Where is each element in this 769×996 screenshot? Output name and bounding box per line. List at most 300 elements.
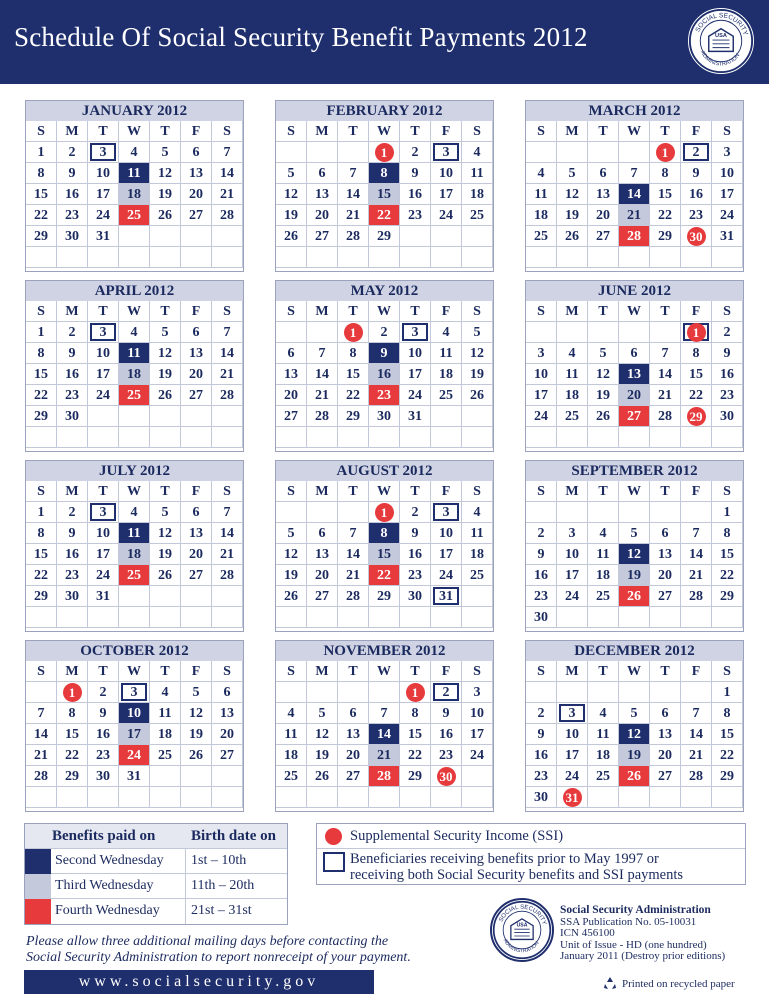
day-cell: 13	[650, 724, 681, 745]
empty-day-cell	[88, 787, 119, 808]
empty-day-cell	[462, 787, 493, 808]
day-cell: 12	[307, 724, 338, 745]
day-cell: 23	[712, 385, 743, 406]
weekday-header: T	[400, 661, 431, 682]
empty-day-cell	[431, 607, 462, 628]
empty-day-cell	[181, 787, 212, 808]
empty-day-cell	[26, 607, 57, 628]
month-title: OCTOBER 2012	[26, 641, 243, 661]
day-cell: 15	[681, 364, 712, 385]
day-cell: 20	[181, 184, 212, 205]
note-line1: Please allow three additional mailing days before contacting the	[26, 934, 389, 949]
day-cell: 13	[181, 343, 212, 364]
key-header-row	[25, 824, 287, 849]
empty-day-cell	[681, 502, 712, 523]
month-title: DECEMBER 2012	[526, 641, 743, 661]
seal-top-text: SOCIAL SECURITY	[694, 12, 749, 37]
day-cell: 31	[88, 226, 119, 247]
day-cell: 13	[181, 523, 212, 544]
day-cell: 6	[181, 142, 212, 163]
day-cell: 24	[557, 766, 588, 787]
day-cell: 9	[526, 724, 557, 745]
empty-day-cell	[557, 607, 588, 628]
day-cell: 6	[619, 343, 650, 364]
ssi-payment-marker: 31	[563, 788, 582, 807]
empty-day-cell	[557, 502, 588, 523]
weekday-header: S	[276, 301, 307, 322]
empty-day-cell	[588, 247, 619, 268]
empty-day-cell	[681, 607, 712, 628]
empty-day-cell	[557, 247, 588, 268]
day-cell: 30	[712, 406, 743, 427]
empty-day-cell	[276, 502, 307, 523]
weekday-header: M	[307, 121, 338, 142]
navy-swatch	[25, 849, 51, 874]
day-cell: 5	[557, 163, 588, 184]
day-cell: 5	[619, 523, 650, 544]
day-cell: 5	[307, 703, 338, 724]
day-cell: 16	[57, 364, 88, 385]
day-cell: 9	[88, 703, 119, 724]
day-cell: 26	[557, 226, 588, 247]
weekday-header: S	[526, 481, 557, 502]
day-cell: 4	[119, 142, 150, 163]
empty-day-cell	[119, 787, 150, 808]
weekday-header: M	[557, 661, 588, 682]
empty-day-cell	[681, 247, 712, 268]
day-cell: 11	[119, 523, 150, 544]
day-cell: 24	[400, 385, 431, 406]
day-cell: 17	[88, 364, 119, 385]
empty-day-cell	[57, 607, 88, 628]
empty-day-cell	[619, 502, 650, 523]
day-cell: 13	[307, 184, 338, 205]
empty-day-cell	[619, 247, 650, 268]
day-cell: 7	[307, 343, 338, 364]
day-cell: 19	[307, 745, 338, 766]
day-cell: 20	[212, 724, 243, 745]
empty-day-cell	[212, 247, 243, 268]
legend-beneficiaries-line2: receiving both Social Security benefits and SSI payments	[350, 867, 684, 883]
day-cell: 22	[57, 745, 88, 766]
weekday-header: F	[181, 121, 212, 142]
day-cell: 17	[557, 565, 588, 586]
day-cell: 10	[119, 703, 150, 724]
red-circle-icon	[325, 828, 342, 845]
day-cell: 10	[557, 724, 588, 745]
day-cell: 11	[588, 724, 619, 745]
day-cell: 7	[338, 163, 369, 184]
day-cell: 11	[119, 163, 150, 184]
day-cell: 1	[26, 502, 57, 523]
day-cell: 19	[619, 565, 650, 586]
month-title: JUNE 2012	[526, 281, 743, 301]
day-cell: 24	[712, 205, 743, 226]
day-cell: 28	[212, 205, 243, 226]
empty-day-cell	[181, 406, 212, 427]
empty-day-cell	[650, 502, 681, 523]
day-cell: 26	[150, 205, 181, 226]
weekday-header: F	[681, 481, 712, 502]
empty-day-cell	[181, 427, 212, 448]
empty-day-cell	[119, 247, 150, 268]
weekday-header: F	[681, 121, 712, 142]
day-cell: 24	[557, 586, 588, 607]
day-cell: 15	[26, 544, 57, 565]
day-cell: 7	[619, 163, 650, 184]
day-cell: 9	[681, 163, 712, 184]
day-cell: 9	[369, 343, 400, 364]
day-cell: 3	[88, 502, 119, 523]
empty-day-cell	[212, 787, 243, 808]
day-cell: 23	[57, 565, 88, 586]
empty-day-cell	[212, 586, 243, 607]
day-cell: 14	[681, 544, 712, 565]
day-cell: 1	[712, 682, 743, 703]
month-calendar	[525, 280, 744, 452]
empty-day-cell	[119, 406, 150, 427]
empty-day-cell	[619, 322, 650, 343]
weekday-header: S	[712, 121, 743, 142]
day-cell: 11	[431, 343, 462, 364]
day-cell: 24	[88, 565, 119, 586]
day-cell: 3	[431, 142, 462, 163]
empty-day-cell	[119, 607, 150, 628]
website-url[interactable]: www.socialsecurity.gov	[24, 970, 374, 994]
day-cell: 21	[650, 385, 681, 406]
day-cell: 22	[26, 565, 57, 586]
day-cell: 25	[431, 385, 462, 406]
day-cell: 13	[338, 724, 369, 745]
day-cell: 16	[526, 745, 557, 766]
day-cell: 27	[619, 406, 650, 427]
day-cell: 7	[681, 523, 712, 544]
day-cell: 1	[26, 322, 57, 343]
weekday-header: S	[276, 481, 307, 502]
weekday-header: T	[588, 661, 619, 682]
day-cell: 29	[650, 226, 681, 247]
day-cell: 28	[212, 385, 243, 406]
day-cell: 14	[338, 184, 369, 205]
day-cell: 22	[650, 205, 681, 226]
empty-day-cell	[307, 322, 338, 343]
day-cell: 26	[619, 766, 650, 787]
day-cell: 23	[681, 205, 712, 226]
empty-day-cell	[712, 607, 743, 628]
empty-day-cell	[88, 406, 119, 427]
day-cell	[400, 682, 431, 703]
day-cell: 12	[150, 523, 181, 544]
day-cell: 3	[119, 682, 150, 703]
empty-day-cell	[462, 427, 493, 448]
day-cell: 23	[400, 565, 431, 586]
empty-day-cell	[307, 142, 338, 163]
day-cell: 11	[526, 184, 557, 205]
day-cell: 7	[26, 703, 57, 724]
day-cell: 15	[650, 184, 681, 205]
day-cell: 15	[57, 724, 88, 745]
day-cell: 16	[400, 184, 431, 205]
empty-day-cell	[431, 247, 462, 268]
day-cell: 22	[26, 205, 57, 226]
day-cell: 13	[181, 163, 212, 184]
day-cell: 16	[400, 544, 431, 565]
key-label: Third Wednesday	[55, 878, 154, 893]
day-cell: 15	[338, 364, 369, 385]
weekday-header: S	[212, 301, 243, 322]
publication-number: SSA Publication No. 05-10031	[560, 915, 697, 928]
day-cell: 3	[462, 682, 493, 703]
weekday-header: S	[526, 301, 557, 322]
weekday-header: M	[557, 121, 588, 142]
day-cell: 11	[150, 703, 181, 724]
weekday-header: T	[400, 301, 431, 322]
day-cell: 6	[276, 343, 307, 364]
empty-day-cell	[119, 427, 150, 448]
empty-day-cell	[619, 427, 650, 448]
legend-divider	[317, 848, 745, 849]
weekday-header: W	[619, 661, 650, 682]
day-cell: 20	[588, 205, 619, 226]
day-cell: 4	[462, 502, 493, 523]
ssa-seal-logo	[686, 6, 756, 76]
empty-day-cell	[462, 247, 493, 268]
day-cell: 26	[181, 745, 212, 766]
weekday-header: S	[26, 121, 57, 142]
empty-day-cell	[462, 586, 493, 607]
day-cell: 9	[431, 703, 462, 724]
day-cell: 5	[588, 343, 619, 364]
empty-day-cell	[338, 142, 369, 163]
day-cell: 7	[650, 343, 681, 364]
weekday-header: S	[26, 301, 57, 322]
page-title: Schedule Of Social Security Benefit Payments 2012	[14, 22, 588, 52]
empty-day-cell	[212, 766, 243, 787]
day-cell: 7	[212, 322, 243, 343]
weekday-header: T	[150, 481, 181, 502]
weekday-header: T	[150, 301, 181, 322]
day-cell: 29	[338, 406, 369, 427]
empty-day-cell	[650, 247, 681, 268]
day-cell	[369, 502, 400, 523]
publication-date: January 2011 (Destroy prior editions)	[560, 950, 726, 962]
empty-day-cell	[400, 607, 431, 628]
day-cell: 7	[338, 523, 369, 544]
ssi-payment-marker: 29	[687, 407, 706, 426]
day-cell: 26	[276, 586, 307, 607]
day-cell: 10	[557, 544, 588, 565]
day-cell: 28	[369, 766, 400, 787]
day-cell: 2	[526, 523, 557, 544]
day-cell: 18	[557, 385, 588, 406]
weekday-header: S	[462, 121, 493, 142]
day-cell: 22	[369, 205, 400, 226]
empty-day-cell	[212, 226, 243, 247]
empty-day-cell	[150, 766, 181, 787]
day-cell: 29	[400, 766, 431, 787]
empty-day-cell	[712, 787, 743, 808]
day-cell: 7	[212, 502, 243, 523]
publication-info	[560, 905, 725, 963]
day-cell: 26	[276, 226, 307, 247]
day-cell: 25	[119, 385, 150, 406]
day-cell: 6	[212, 682, 243, 703]
weekday-header: T	[88, 301, 119, 322]
weekday-header: S	[712, 661, 743, 682]
day-cell: 19	[181, 724, 212, 745]
day-cell: 19	[276, 565, 307, 586]
day-cell: 4	[119, 322, 150, 343]
day-cell: 31	[400, 406, 431, 427]
empty-day-cell	[650, 322, 681, 343]
day-cell: 28	[338, 226, 369, 247]
day-cell: 5	[150, 142, 181, 163]
empty-day-cell	[619, 142, 650, 163]
empty-day-cell	[650, 682, 681, 703]
day-cell: 8	[26, 343, 57, 364]
month-calendar	[25, 640, 244, 812]
day-cell: 30	[526, 607, 557, 628]
empty-day-cell	[338, 502, 369, 523]
day-cell: 11	[276, 724, 307, 745]
day-cell: 15	[369, 184, 400, 205]
day-cell: 12	[557, 184, 588, 205]
day-cell: 2	[526, 703, 557, 724]
day-cell: 9	[526, 544, 557, 565]
empty-day-cell	[588, 502, 619, 523]
empty-day-cell	[88, 247, 119, 268]
day-cell: 17	[431, 544, 462, 565]
day-cell: 8	[57, 703, 88, 724]
day-cell: 10	[88, 163, 119, 184]
recycle-icon	[603, 976, 617, 990]
empty-day-cell	[369, 247, 400, 268]
day-cell: 21	[307, 385, 338, 406]
day-cell: 30	[88, 766, 119, 787]
empty-day-cell	[181, 226, 212, 247]
day-cell	[369, 142, 400, 163]
empty-day-cell	[369, 682, 400, 703]
seal-top-text: SOCIAL SECURITY	[498, 904, 547, 926]
seal-center-text: USA	[715, 33, 727, 40]
day-cell: 14	[619, 184, 650, 205]
empty-day-cell	[681, 427, 712, 448]
day-cell: 14	[26, 724, 57, 745]
weekday-header: W	[619, 121, 650, 142]
weekday-header: S	[462, 661, 493, 682]
month-title: APRIL 2012	[26, 281, 243, 301]
day-cell: 18	[150, 724, 181, 745]
day-cell: 25	[119, 205, 150, 226]
day-cell: 19	[619, 745, 650, 766]
empty-day-cell	[462, 607, 493, 628]
seal-center-text: USA	[516, 922, 528, 929]
day-cell: 19	[150, 364, 181, 385]
day-cell: 29	[26, 226, 57, 247]
day-cell: 8	[712, 703, 743, 724]
day-cell: 16	[681, 184, 712, 205]
weekday-header: S	[462, 301, 493, 322]
weekday-header: S	[526, 121, 557, 142]
empty-day-cell	[307, 682, 338, 703]
day-cell: 30	[57, 586, 88, 607]
empty-day-cell	[712, 247, 743, 268]
ssi-payment-marker: 30	[687, 227, 706, 246]
empty-day-cell	[57, 427, 88, 448]
day-cell: 20	[307, 565, 338, 586]
day-cell: 25	[150, 745, 181, 766]
day-cell: 18	[119, 184, 150, 205]
empty-day-cell	[307, 427, 338, 448]
empty-day-cell	[276, 247, 307, 268]
empty-day-cell	[150, 226, 181, 247]
weekday-header: M	[57, 301, 88, 322]
empty-day-cell	[462, 766, 493, 787]
day-cell: 12	[462, 343, 493, 364]
weekday-header: S	[462, 481, 493, 502]
empty-day-cell	[26, 427, 57, 448]
day-cell: 13	[212, 703, 243, 724]
day-cell: 30	[526, 787, 557, 808]
day-cell: 11	[462, 523, 493, 544]
day-cell: 24	[462, 745, 493, 766]
legend-ssi-label: Supplemental Security Income (SSI)	[350, 828, 564, 844]
day-cell: 14	[212, 343, 243, 364]
day-cell: 25	[557, 406, 588, 427]
day-cell: 2	[369, 322, 400, 343]
key-birth-range: 11th – 20th	[191, 878, 255, 893]
month-calendar	[275, 100, 494, 272]
day-cell: 18	[588, 565, 619, 586]
key-header-birth: Birth date on	[191, 828, 277, 844]
benefits-key-table	[24, 823, 288, 925]
day-cell: 9	[712, 343, 743, 364]
day-cell: 15	[400, 724, 431, 745]
day-cell: 16	[431, 724, 462, 745]
day-cell: 5	[276, 163, 307, 184]
day-cell: 16	[712, 364, 743, 385]
empty-day-cell	[150, 586, 181, 607]
day-cell: 9	[400, 163, 431, 184]
day-cell: 24	[88, 385, 119, 406]
month-calendar	[275, 640, 494, 812]
day-cell: 3	[557, 703, 588, 724]
empty-day-cell	[588, 682, 619, 703]
day-cell	[650, 142, 681, 163]
weekday-header: W	[119, 301, 150, 322]
empty-day-cell	[431, 787, 462, 808]
day-cell: 21	[338, 205, 369, 226]
day-cell: 29	[369, 226, 400, 247]
weekday-header: T	[650, 661, 681, 682]
day-cell: 10	[400, 343, 431, 364]
day-cell: 4	[557, 343, 588, 364]
publication-agency: Social Security Administration	[560, 904, 711, 916]
day-cell: 28	[307, 406, 338, 427]
month-calendar	[25, 460, 244, 632]
day-cell: 4	[150, 682, 181, 703]
day-cell	[681, 322, 712, 343]
day-cell: 2	[400, 142, 431, 163]
day-cell: 22	[681, 385, 712, 406]
light-blue-swatch	[25, 874, 51, 899]
day-cell: 19	[276, 205, 307, 226]
day-cell: 10	[526, 364, 557, 385]
day-cell: 6	[181, 502, 212, 523]
key-label: Second Wednesday	[55, 853, 164, 868]
page-header	[0, 0, 769, 84]
day-cell: 14	[307, 364, 338, 385]
